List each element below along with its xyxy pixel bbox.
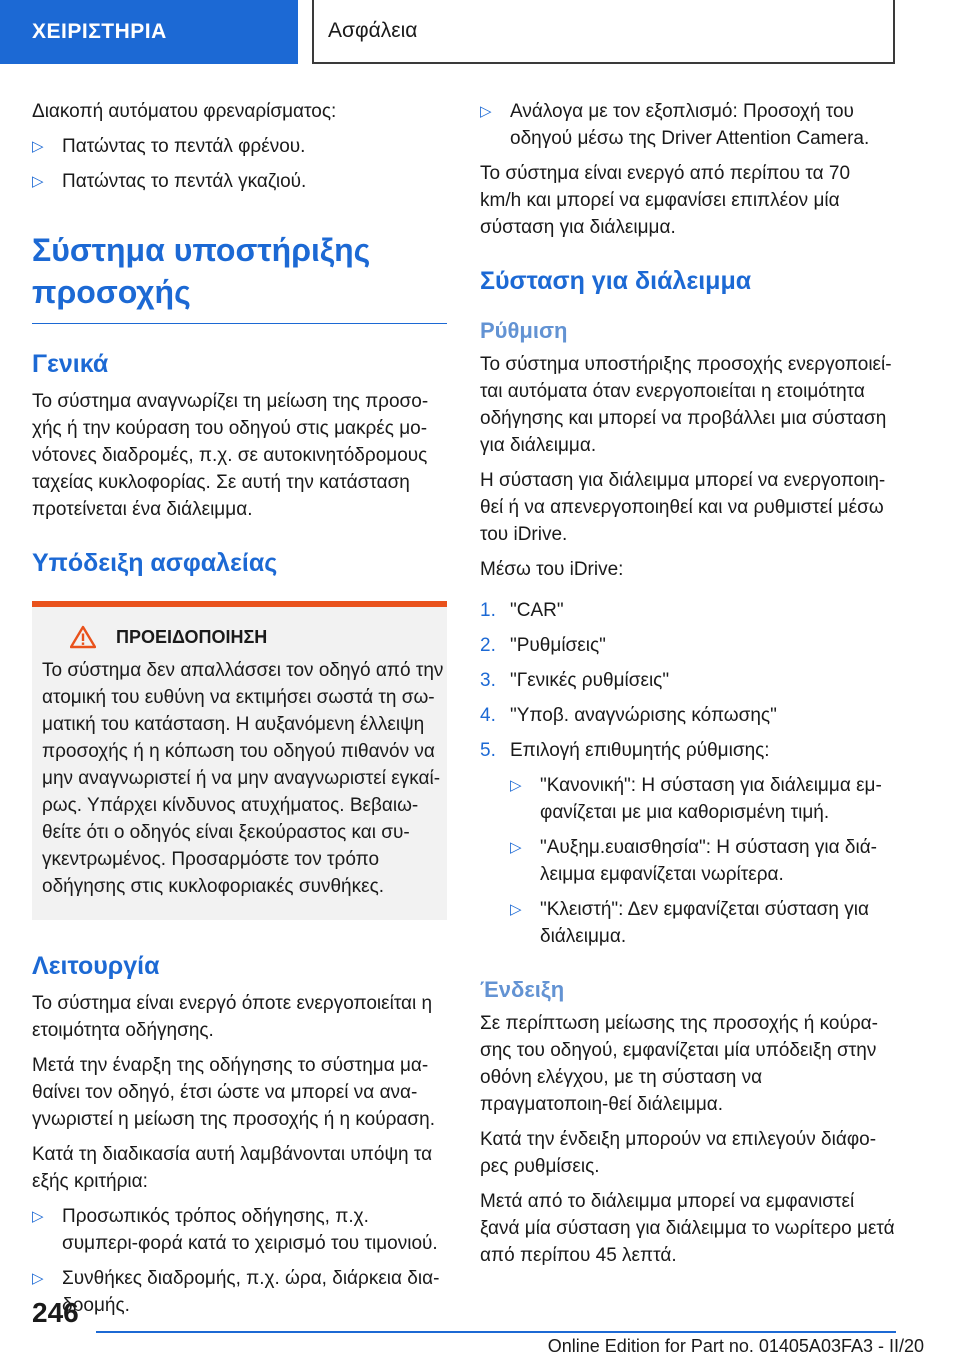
edition-text: Online Edition for Part no. 01405A03FA3 - II/20: [547, 1336, 924, 1356]
function-text-3: Κατά τη διαδικασία αυτή λαμβάνονται υπόψη τα εξής κριτήρια:: [32, 1144, 433, 1192]
triangle-bullet-icon: ▷: [32, 173, 44, 190]
list-item: 1. "CAR": [480, 600, 564, 621]
indication-text-1: Σε περίπτωση μείωσης της προσοχής ή κούρα-σης του οδηγού, εμφανίζεται μία υπόδειξη στην οθόνη ελέγχου, με τη σύσταση να πραγματοποιη-θεί διάλειμμα.: [480, 1013, 878, 1115]
page-number: 246: [32, 1297, 79, 1328]
warning-triangle-icon: [70, 625, 96, 649]
left-column: [32, 98, 447, 1327]
indication-text-3: Μετά από το διάλειμμα μπορεί να εμφανιστεί ξανά μία σύσταση για διάλειμμα το νωρίτερο μετά από περίπου 45 λεπτά.: [480, 1191, 895, 1266]
indication-text-2: Κατά την ένδειξη μπορούν να επιλεγούν διάφο-ρες ρυθμίσεις.: [480, 1129, 877, 1177]
list-item: 3. "Γενικές ρυθμίσεις": [480, 670, 670, 691]
triangle-bullet-icon: ▷: [510, 901, 522, 918]
triangle-bullet-icon: ▷: [510, 839, 522, 856]
warning-text: Το σύστημα δεν απαλλάσσει τον οδηγό από την ατομική του ευθύνη να εκτιμήσει σωστά τη σω-ματική του κατάσταση. Η αυξανόμενη έλλειψη προσοχής ή η κόπωση του οδηγού πιθανόν να μην αναγνωριστεί ή να μην αναγνωριστεί εγκαί-ρως. Υπάρχει κίνδυνος ατυχήματος. Βεβαιω-θείτε ότι ο οδηγός είναι ξεκούραστος και συ-γκεντρωμένος. Προσαρμόστε τον τρόπο οδήγησης στις κυκλοφοριακές συνθήκες.: [42, 660, 444, 897]
list-item: ▷ "Αυξημ.ευαισθησία": Η σύσταση για διά-λειμμα εμφανίζεται νωρίτερα.: [510, 834, 895, 888]
page-title: Σύστημα υποστήριξης προσοχής: [32, 229, 447, 324]
list-item: ▷ Ανάλογα με τον εξοπλισμό: Προσοχή του οδηγού μέσω της Driver Attention Camera.: [480, 98, 895, 152]
list-item: ▷ "Κλειστή": Δεν εμφανίζεται σύσταση για διάλειμμα.: [510, 896, 895, 950]
function-text-2: Μετά την έναρξη της οδήγησης το σύστημα μα-θαίνει τον οδηγό, έτσι ώστε να μπορεί να ανα-γνωριστεί η μείωση της προσοχής ή η κούραση.: [32, 1055, 435, 1130]
general-text: Το σύστημα αναγνωρίζει τη μείωση της προσο-χής ή την κούραση του οδηγού στις μακρές μο-νότονες διαδρομές, π.χ. σε αυτοκινητόδρομους ταχείας κυκλοφορίας. Σε αυτή την κατάσταση προτείνεται ένα διάλειμμα.: [32, 391, 429, 520]
list-item: 5. Επιλογή επιθυμητής ρύθμισης:: [480, 740, 770, 761]
list-item: 4. "Υποβ. αναγνώρισης κόπωσης": [480, 705, 777, 726]
list-item: 2. "Ρυθμίσεις": [480, 635, 606, 656]
function-text-1: Το σύστημα είναι ενεργό όποτε ενεργοποιείται η ετοιμότητα οδήγησης.: [32, 993, 433, 1041]
section-title: Ασφάλεια: [312, 0, 895, 64]
function-heading: Λειτουργία: [32, 952, 160, 980]
warning-header: [42, 625, 447, 649]
recommend-heading: Σύσταση για διάλειμμα: [480, 267, 752, 295]
right-column: [480, 98, 895, 1277]
list-item: ▷ Πατώντας το πεντάλ γκαζιού.: [32, 168, 447, 195]
general-heading: Γενικά: [32, 350, 109, 378]
setting-text-1: Το σύστημα υποστήριξης προσοχής ενεργοποιεί-ται αυτόματα όταν ενεργοποιείται η ετοιμότητα οδήγησης και μπορεί να προβάλλει μια σύσταση για διάλειμμα.: [480, 354, 892, 456]
setting-heading: Ρύθμιση: [480, 318, 568, 343]
active-text: Το σύστημα είναι ενεργό από περίπου τα 70 km/h και μπορεί να εμφανίσει επιπλέον μία σύσταση για διάλειμμα.: [480, 163, 851, 238]
list-item: ▷ "Κανονική": Η σύσταση για διάλειμμα εμ-φανίζεται με μια καθορισμένη τιμή.: [510, 772, 895, 826]
warning-box: [32, 601, 447, 920]
triangle-bullet-icon: ▷: [32, 1270, 44, 1287]
triangle-bullet-icon: ▷: [480, 103, 492, 120]
via-idrive-text: Μέσω του iDrive:: [480, 559, 624, 580]
triangle-bullet-icon: ▷: [510, 777, 522, 794]
triangle-bullet-icon: ▷: [32, 1208, 44, 1225]
list-item: ▷ Προσωπικός τρόπος οδήγησης, π.χ. συμπερι-φορά κατά το χειρισμό του τιμονιού.: [32, 1203, 447, 1257]
safety-heading: Υπόδειξη ασφαλείας: [32, 549, 278, 577]
triangle-bullet-icon: ▷: [32, 138, 44, 155]
setting-text-2: Η σύσταση για διάλειμμα μπορεί να ενεργοποιη-θεί ή να απενεργοποιηθεί και να ρυθμιστεί μέσω του iDrive.: [480, 470, 886, 545]
warning-title: ΠΡΟΕΙΔΟΠΟΙΗΣΗ: [116, 626, 268, 647]
footer-divider: [96, 1331, 896, 1333]
list-item: ▷ Πατώντας το πεντάλ φρένου.: [32, 133, 447, 160]
indication-heading: Ένδειξη: [480, 977, 565, 1002]
list-item: ▷ Συνθήκες διαδρομής, π.χ. ώρα, διάρκεια δια-δρομής.: [32, 1265, 447, 1319]
chapter-tab: ΧΕΙΡΙΣΤΗΡΙΑ: [0, 0, 298, 64]
intro-text: Διακοπή αυτόματου φρεναρίσματος:: [32, 101, 337, 122]
